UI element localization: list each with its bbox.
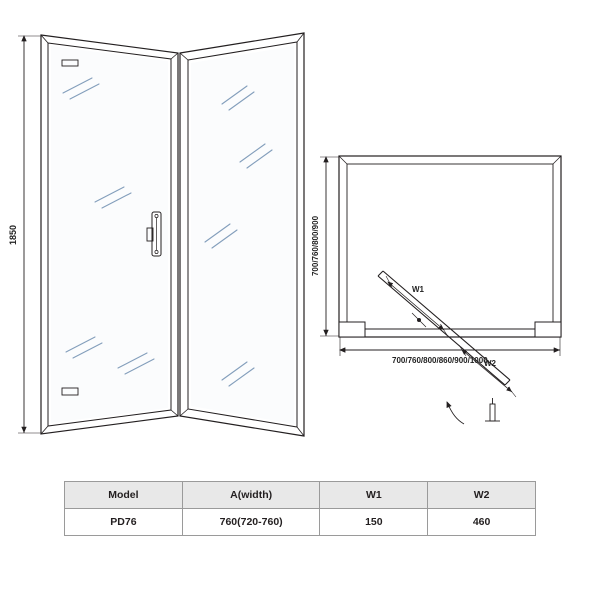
- table-row: [65, 509, 536, 536]
- plan-depth-label: 700/760/800/900: [311, 215, 320, 277]
- header-model: Model: [65, 482, 183, 509]
- plan-outer-rect: [339, 156, 561, 337]
- plan-view: [311, 156, 561, 424]
- header-w1: W1: [320, 482, 428, 509]
- header-w2: W2: [428, 482, 536, 509]
- spec-table: [64, 481, 536, 536]
- plan-width-dimension: [340, 337, 560, 365]
- table-header-row: [65, 482, 536, 509]
- header-a-width: A(width): [182, 482, 320, 509]
- height-dimension: [8, 36, 41, 433]
- cell-a-width: 760(720-760): [182, 509, 320, 536]
- cell-w1: 150: [320, 509, 428, 536]
- plan-depth-dimension: [311, 157, 339, 336]
- pivot-door-panel: [180, 33, 304, 436]
- w2-label: W2: [484, 359, 496, 368]
- w1-label: W1: [412, 285, 424, 294]
- cell-model: PD76: [65, 509, 183, 536]
- height-dimension-label: 1850: [8, 224, 18, 246]
- cell-w2: 460: [428, 509, 536, 536]
- plan-width-label: 700/760/800/860/900/1000: [392, 356, 488, 365]
- left-elevation-view: [8, 33, 304, 436]
